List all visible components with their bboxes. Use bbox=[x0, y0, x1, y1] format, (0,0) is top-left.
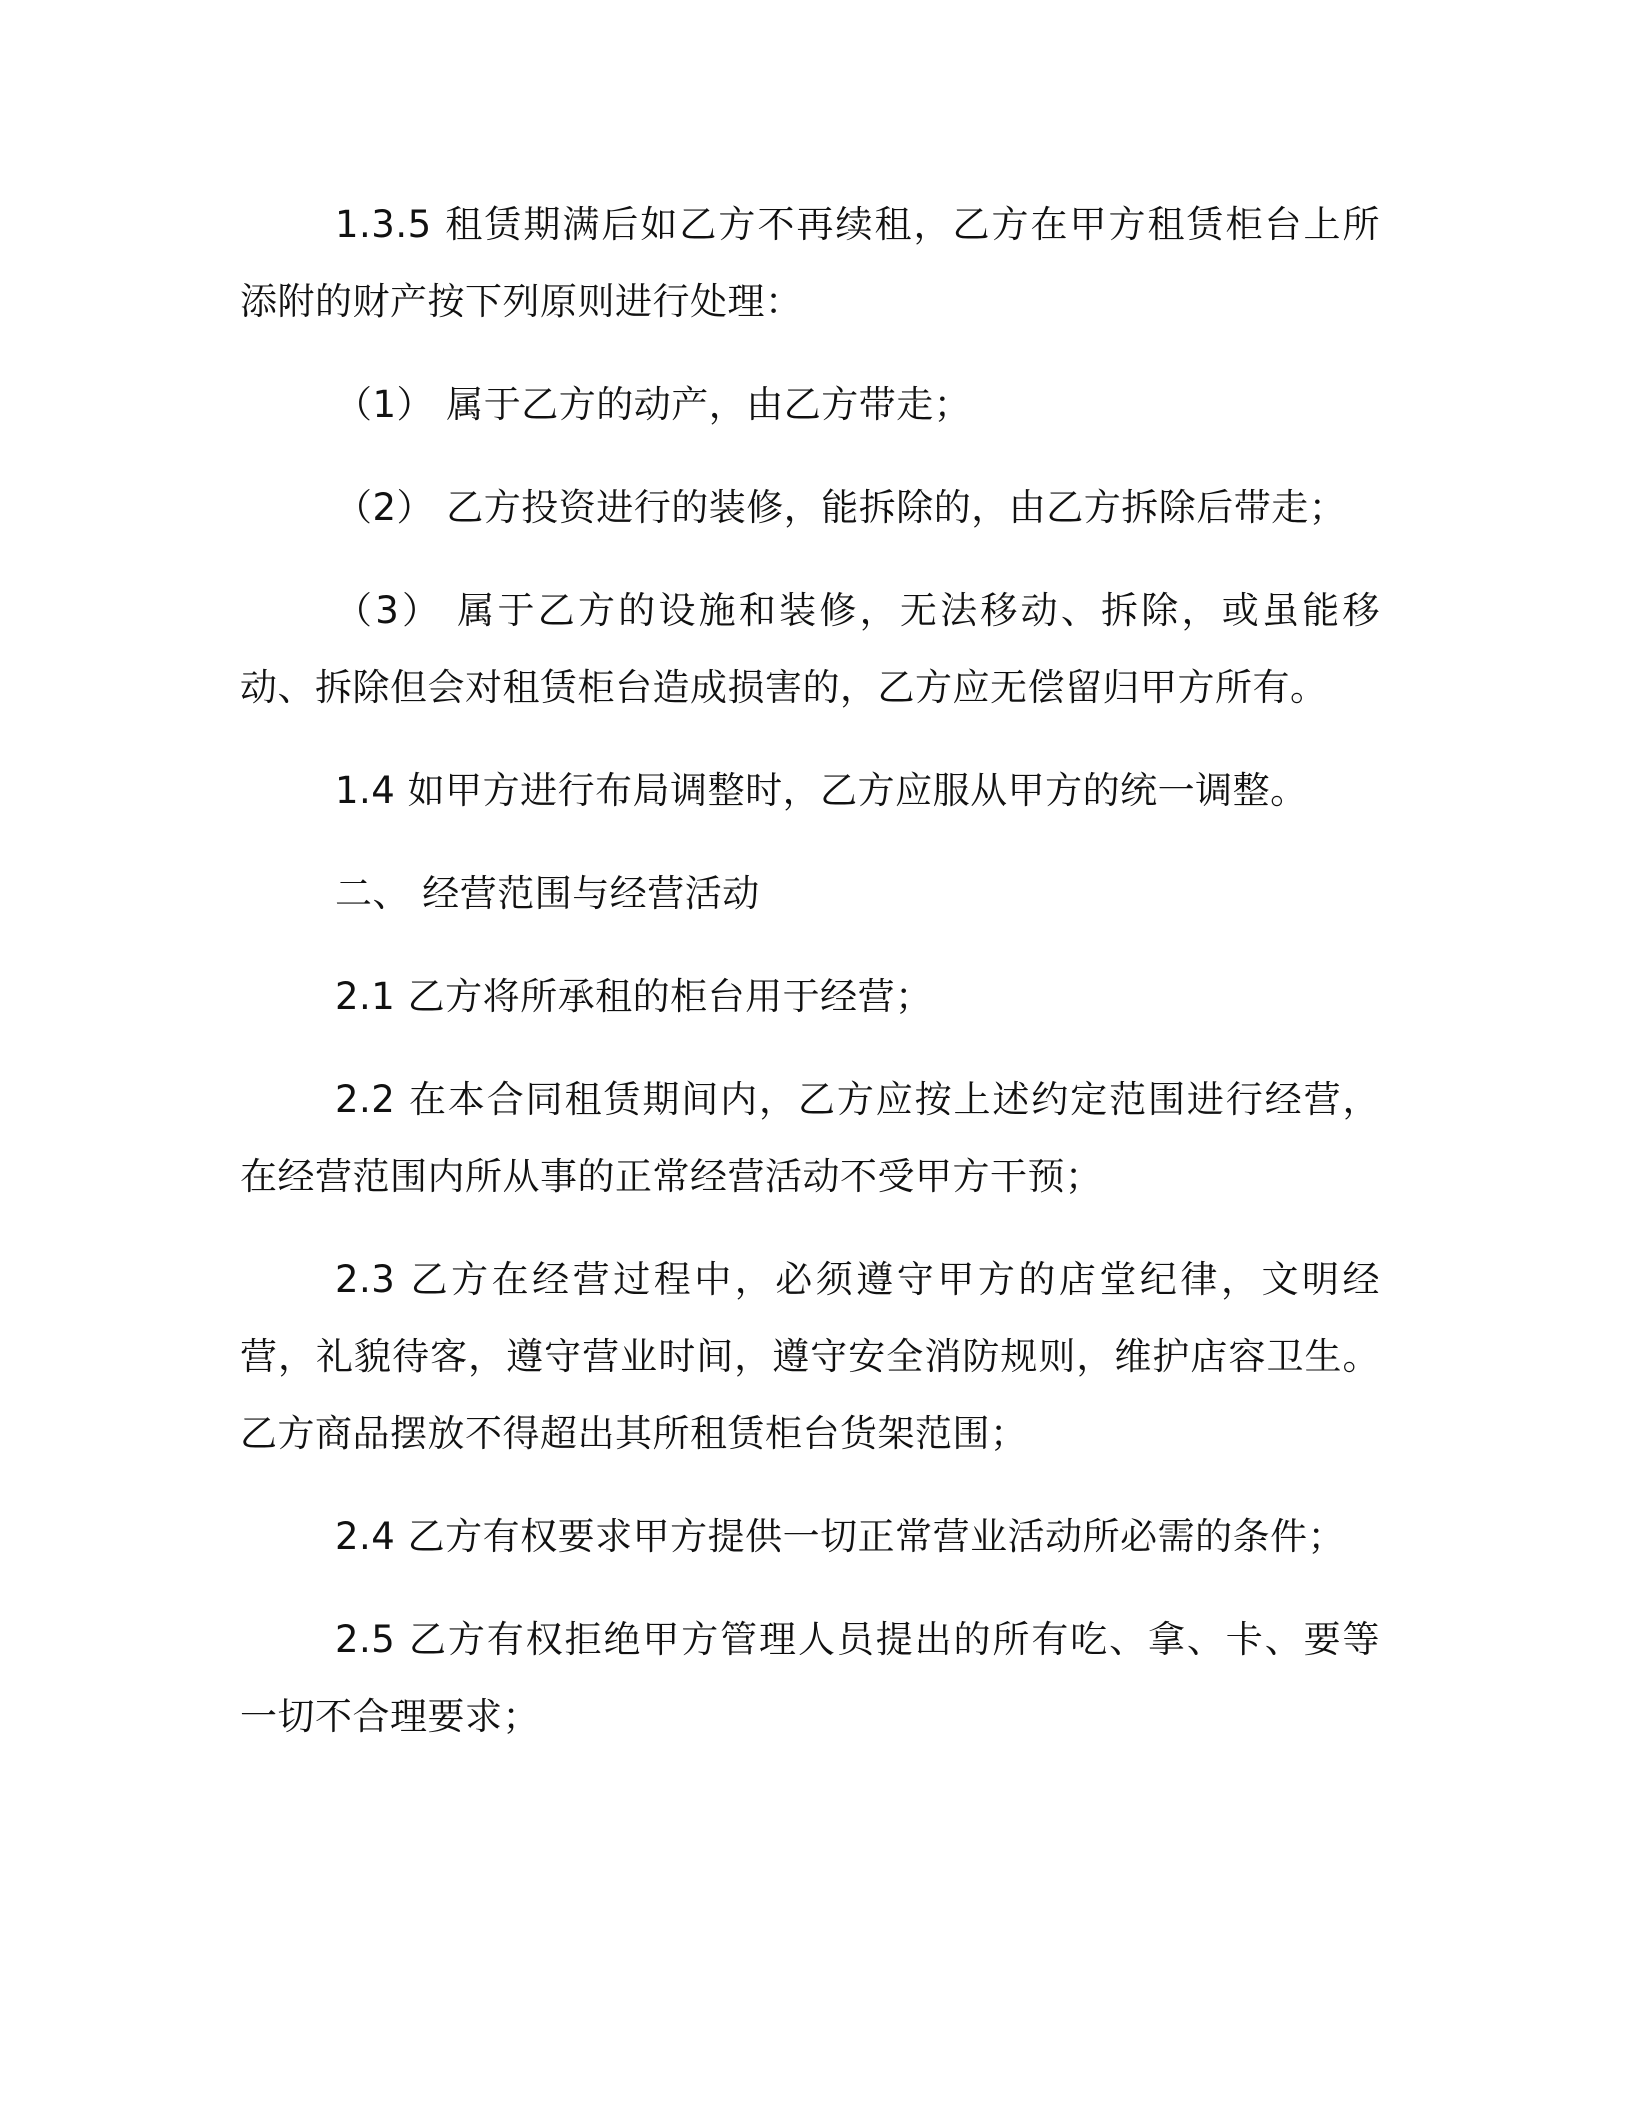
clause-2-2: 2.2 在本合同租赁期间内，乙方应按上述约定范围进行经营，在经营范围内所从事的正常经营活动不受甲方干预； bbox=[240, 1078, 1380, 1198]
clause-2-4: 2.4 乙方有权要求甲方提供一切正常营业活动所必需的条件； bbox=[335, 1515, 1346, 1558]
clause-2-1: 2.1 乙方将所承租的柜台用于经营； bbox=[335, 975, 933, 1018]
clause-2-3: 2.3 乙方在经营过程中，必须遵守甲方的店堂纪律，文明经营，礼貌待客，遵守营业时间，遵守安全消防规则，维护店容卫生。乙方商品摆放不得超出其所租赁柜台货架范围； bbox=[240, 1258, 1380, 1455]
clause-1-3-5-item-2: （2） 乙方投资进行的装修，能拆除的，由乙方拆除后带走； bbox=[335, 486, 1347, 529]
section-2-heading: 二、 经营范围与经营活动 bbox=[335, 872, 760, 915]
clause-1-4: 1.4 如甲方进行布局调整时，乙方应服从甲方的统一调整。 bbox=[335, 769, 1308, 812]
clause-2-5: 2.5 乙方有权拒绝甲方管理人员提出的所有吃、拿、卡、要等一切不合理要求； bbox=[240, 1618, 1380, 1738]
clause-1-3-5: 1.3.5 租赁期满后如乙方不再续租，乙方在甲方租赁柜台上所添附的财产按下列原则进行处理： bbox=[240, 203, 1380, 323]
clause-1-3-5-item-1: （1） 属于乙方的动产，由乙方带走； bbox=[335, 383, 972, 426]
document-body bbox=[240, 186, 1380, 1755]
clause-1-3-5-item-3: （3） 属于乙方的设施和装修，无法移动、拆除，或虽能移动、拆除但会对租赁柜台造成损害的，乙方应无偿留归甲方所有。 bbox=[240, 589, 1380, 709]
